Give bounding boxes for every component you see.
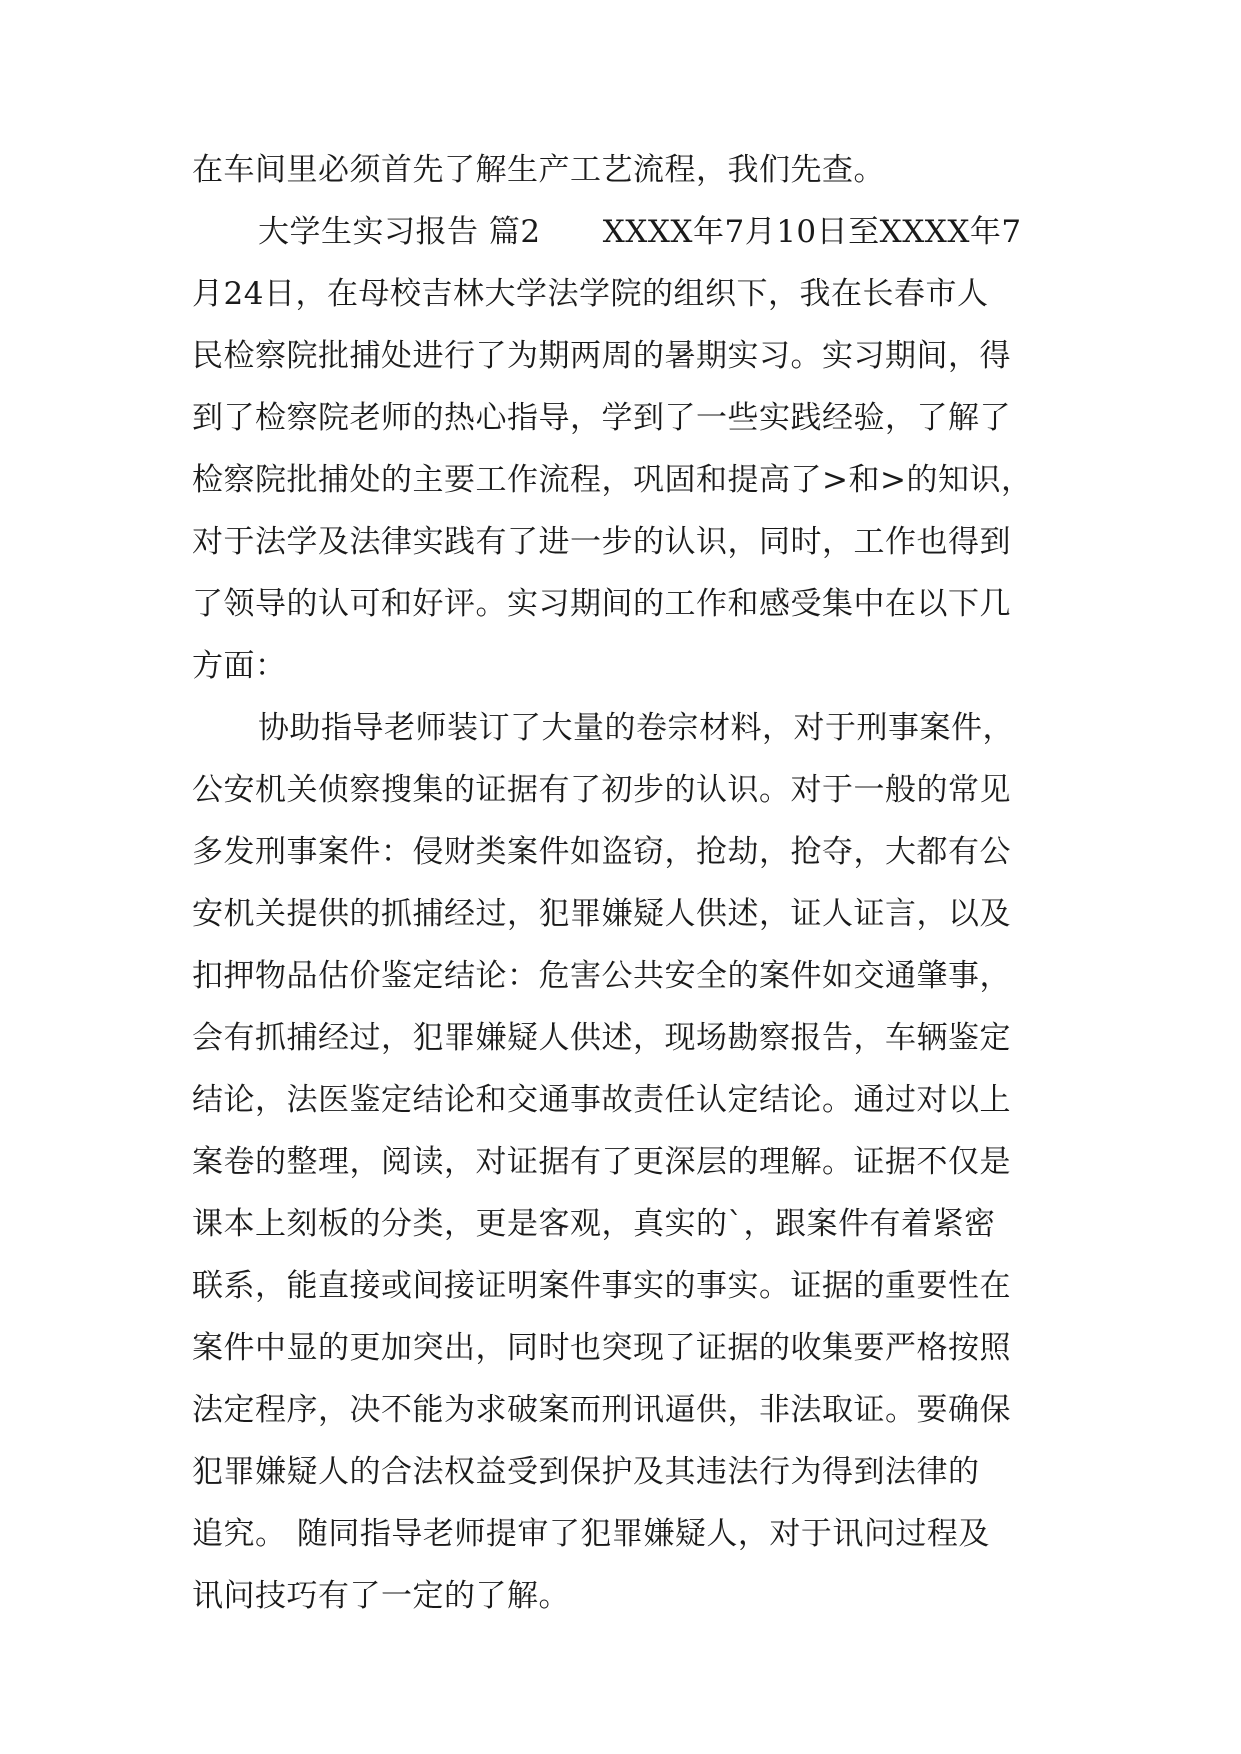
text-line: 月24日，在母校吉林大学法学院的组织下，我在长春市人 [192, 276, 989, 312]
text-line: 了领导的认可和好评。实习期间的工作和感受集中在以下几 [192, 586, 1011, 622]
text-line: 会有抓捕经过，犯罪嫌疑人供述，现场勘察报告，车辆鉴定 [192, 1020, 1011, 1056]
text-line: 案卷的整理，阅读，对证据有了更深层的理解。证据不仅是 [192, 1144, 1011, 1180]
text-line: 联系，能直接或间接证明案件事实的事实。证据的重要性在 [192, 1268, 1011, 1304]
text-line: 到了检察院老师的热心指导，学到了一些实践经验，了解了 [192, 400, 1011, 436]
text-line: 课本上刻板的分类，更是客观，真实的`，跟案件有着紧密 [192, 1206, 996, 1242]
text-line: 案件中显的更加突出，同时也突现了证据的收集要严格按照 [192, 1330, 1011, 1366]
text-line: 多发刑事案件：侵财类案件如盗窃，抢劫，抢夺，大都有公 [192, 834, 1011, 870]
text-line: 法定程序，决不能为求破案而刑讯逼供，非法取证。要确保 [192, 1392, 1011, 1428]
text-line: 在车间里必须首先了解生产工艺流程，我们先查。 [192, 152, 885, 188]
text-line: 犯罪嫌疑人的合法权益受到保护及其违法行为得到法律的 [192, 1454, 980, 1490]
text-line: 对于法学及法律实践有了进一步的认识，同时，工作也得到 [192, 524, 1011, 560]
text-line: 讯问技巧有了一定的了解。 [192, 1578, 570, 1614]
text-line: 结论，法医鉴定结论和交通事故责任认定结论。通过对以上 [192, 1082, 1011, 1118]
text-line: 大学生实习报告 篇2 XXXX年7月10日至XXXX年7 [258, 214, 1022, 250]
text-line: 扣押物品估价鉴定结论：危害公共安全的案件如交通肇事， [192, 958, 1011, 994]
text-line: 民检察院批捕处进行了为期两周的暑期实习。实习期间，得 [192, 338, 1011, 374]
text-line: 追究。 随同指导老师提审了犯罪嫌疑人，对于讯问过程及 [192, 1516, 990, 1552]
text-line: 方面： [192, 648, 287, 684]
text-line: 检察院批捕处的主要工作流程，巩固和提高了>和>的知识， [192, 462, 1033, 498]
text-line: 公安机关侦察搜集的证据有了初步的认识。对于一般的常见 [192, 772, 1011, 808]
text-line: 安机关提供的抓捕经过，犯罪嫌疑人供述，证人证言，以及 [192, 896, 1011, 932]
text-line: 协助指导老师装订了大量的卷宗材料，对于刑事案件， [258, 710, 1014, 746]
